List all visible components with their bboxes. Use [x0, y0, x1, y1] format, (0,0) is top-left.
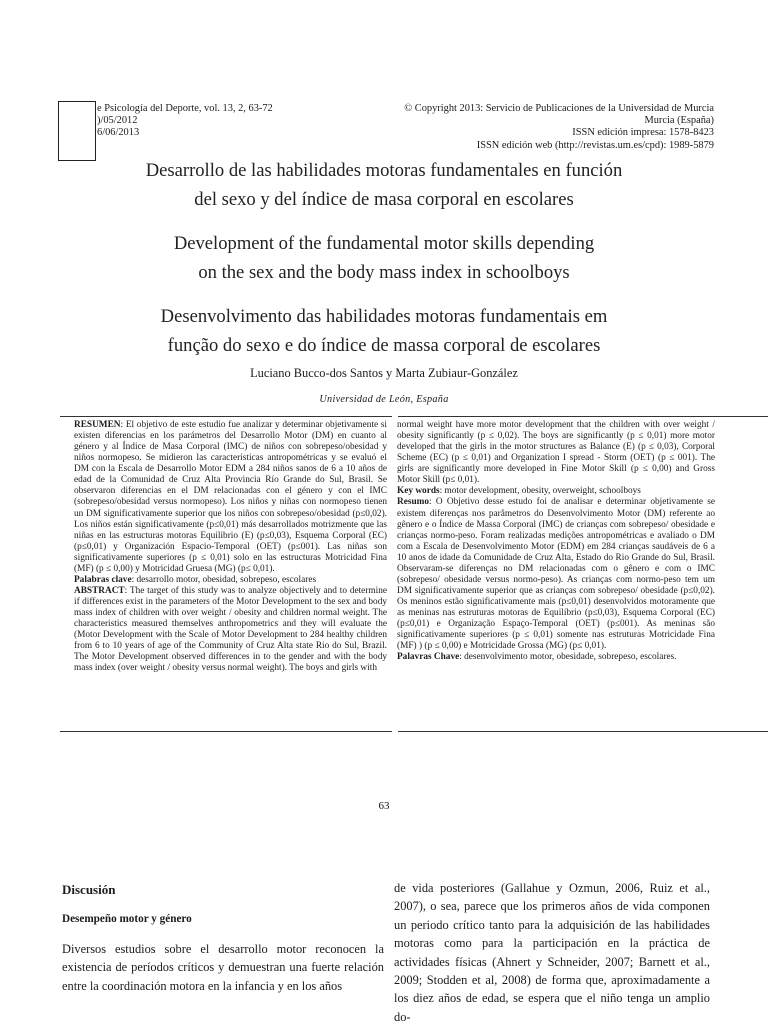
resumen-paragraph [74, 420, 387, 575]
keywords-paragraph [397, 486, 715, 497]
authors: Luciano Bucco-dos Santos y Marta Zubiaur-González [250, 366, 518, 380]
journal-citation: e Psicología del Deporte, vol. 13, 2, 63-72 [97, 103, 273, 114]
copyright-line: © Copyright 2013: Servicio de Publicaciones de la Universidad de Murcia [404, 103, 714, 114]
abstract-continued: normal weight have more motor development that the children with over weight / obesity significantly (p ≤ 0,02). The boys are significantly (p ≤ 0,01) more motor developed that the girls in the motor structures as Balance (E) (p ≤ 0,03), Corporal Scheme (EC) (p ≤ 0,01) and Organization I spread - Storm (OET) (p ≤ 001). The girls are significantly more developed in Fine Motor Skill (p ≤ 0,00) and Gross Motor Skill (p≤ 0,01). [397, 420, 715, 486]
section-heading: Discusión [62, 882, 116, 897]
subsection-heading: Desempeño motor y género [62, 913, 192, 925]
palabras-clave-paragraph [74, 575, 387, 586]
resumo-text: : O Objetivo desse estudo foi de analisar e determinar objetivamente se existem diferenças nos parâmetros do Desenvolvimento Motor (DM) referente ao gênero e o Índice de Massa Corporal (IMC) de crianças com sobrepeso/ obesidade e crianças normo-peso. Foram realizadas medições antropométricas e avaliado o DM com a Escala de Desenvolvimento Motor (EDM) em 284 crianças saudáveis de 6 a 10 anos de idade da Comunidade de Cruz Alta, Estado do Rio Grande do Sul, Brasil. Observaram-se diferenças no DM relacionadas com o gênero e com o IMC (sobrepeso/ obesidade versus normo-peso). As crianças com normo-peso tem um DM significativamente superior que as crianças com sobrepeso/ obesidade (p≤0,02). Os meninos estão significativamente mais (p≤0,01) desenvolvidos motoramente que as meninas nas estruturas motoras de Equilíbrio (p≤0,03), Esquema Corporal (EC) (p≤0,01) e Organização Espaço-Temporal (OET) (p≤001). As meninas são significativamente superiores (p ≤ 0,01) somente nas estruturas Motricidade Fina (MF) ) (p ≤ 0,00) e Motricidade Grossa (MG) (p≤ 0,01). [397, 497, 715, 652]
abstract-rule-bottom-left [60, 731, 392, 732]
resumo-paragraph [397, 497, 715, 652]
title-spanish-line1: Desarrollo de las habilidades motoras fundamentales en función [145, 160, 623, 181]
publisher-city: Murcia (España) [644, 115, 714, 127]
palabras-clave-text: : desarrollo motor, obesidad, sobrepeso, escolares [131, 574, 317, 585]
abstract-text: : The target of this study was to analyze objectively and to determine if differences exist in the parameters of the Motor Development to the sex and body mass index of children with over weight / obesity and children normal weight. The characteristics measured themselves anthropometrics and they will evaluate the (Motor Development with the Scale of Motor Development to 284 healthy children from 6 to 10 years of age of the Community of Cruz Alta state Rio do Sul, Brazil. The Motor Development observed differences in to the gender and with the body mass index (over weight / obesity versus normal weight). The boys and girls with [74, 585, 387, 674]
body-paragraph-left: Diversos estudios sobre el desarrollo motor reconocen la existencia de períodos críticos y demuestran una fuerte relación entre la coordinación motora en la infancia y en los años [62, 942, 384, 993]
abstract-rule-bottom-right [398, 731, 768, 732]
title-spanish [60, 156, 708, 214]
body-column-right [394, 879, 710, 1026]
abstract-rule-top-left [60, 416, 392, 417]
abstract-label: ABSTRACT [74, 585, 125, 596]
title-portuguese [60, 302, 708, 360]
received-date: )/05/2012 [97, 115, 138, 127]
keywords-label: Key words [397, 486, 440, 497]
page-number: 63 [378, 800, 390, 812]
resumen-label: RESUMEN [74, 420, 121, 430]
issn-web: ISSN edición web (http://revistas.um.es/cpd): 1989-5879 [476, 139, 714, 151]
accepted-date: 6/06/2013 [97, 127, 140, 139]
issn-print: ISSN edición impresa: 1578-8423 [572, 127, 714, 139]
resumo-label: Resumo [397, 497, 430, 508]
abstract-column-left [74, 420, 387, 674]
image-placeholder-box [58, 101, 96, 161]
journal-header-right [370, 103, 714, 152]
title-english-line2: on the sex and the body mass index in schoolboys [198, 262, 570, 283]
palabras-clave-label: Palabras clave [74, 574, 132, 585]
palavras-chave-paragraph [397, 652, 715, 663]
keywords-text: : motor development, obesity, overweight, schoolboys [439, 486, 641, 497]
abstract-column-right [397, 420, 715, 663]
title-portuguese-line2: função do sexo e do índice de massa corporal de escolares [167, 335, 601, 356]
body-column-left [62, 940, 384, 995]
affiliation: Universidad de León, España [319, 394, 449, 405]
body-paragraph-right: de vida posteriores (Gallahue y Ozmun, 2006, Ruiz et al., 2007), o sea, parece que los primeros años de vida componen un periodo crítico tanto para la adquisición de las habilidades motoras como para la participación en la práctica de actividades físicas (Ahnert y Schneider, 2007; Barnett et al., 2009; Stodden et al, 2008) de forma que, aproximadamente a los diez años de edad, se espera que el niño tenga un amplio do- [394, 881, 710, 1024]
resumen-text: : El objetivo de este estudio fue analizar y determinar objetivamente si existen diferencias en los parámetros del Desarrollo Motor (DM) en cuanto al género y al Índice de Masa Corporal (IMC) de niños con sobrepeso/obesidad y niños normopeso. Se midieron las características antropométricas y se evaluó el DM con la Escala de Desarrollo Motor EDM a 284 niños sanos de 6 a 10 años de edad de la Comunidad de Cruz Alta Provincia Río Grande do Sul, Brasil. Se observaron diferencias en el DM relacionadas con el género y con el IMC (sobrepeso/obesidad versus normopeso). Los niños y niñas con normopeso tienen un DM significativamente superior que los niños con sobrepeso/obesidad (p≤0,02). Los niños están significativamente (p≤0,01) más desarrollados motrizmente que las niñas en las estructuras motoras Equilibrio (E) (p≤0,03), Esquema Corporal (EC) (p≤0,01) y Organización Espacio-Temporal (OET) (p≤001). Las niñas son significativamente superiores (p ≤ 0,01) solo en las estructuras Motricidad Fina (MF) (p ≤ 0,00) y Motricidad Gruesa (MG) (p≤ 0,01). [74, 420, 387, 574]
title-spanish-line2: del sexo y del índice de masa corporal en escolares [194, 189, 574, 210]
abstract-paragraph [74, 586, 387, 675]
title-english [60, 229, 708, 287]
title-english-line1: Development of the fundamental motor skills depending [173, 233, 595, 254]
title-portuguese-line1: Desenvolvimento das habilidades motoras fundamentais em [160, 306, 608, 327]
palavras-chave-text: : desenvolvimento motor, obesidade, sobrepeso, escolares. [459, 652, 677, 663]
journal-header-left [97, 103, 337, 140]
palavras-chave-label: Palavras Chave [397, 652, 460, 663]
abstract-rule-top-right [398, 416, 768, 417]
